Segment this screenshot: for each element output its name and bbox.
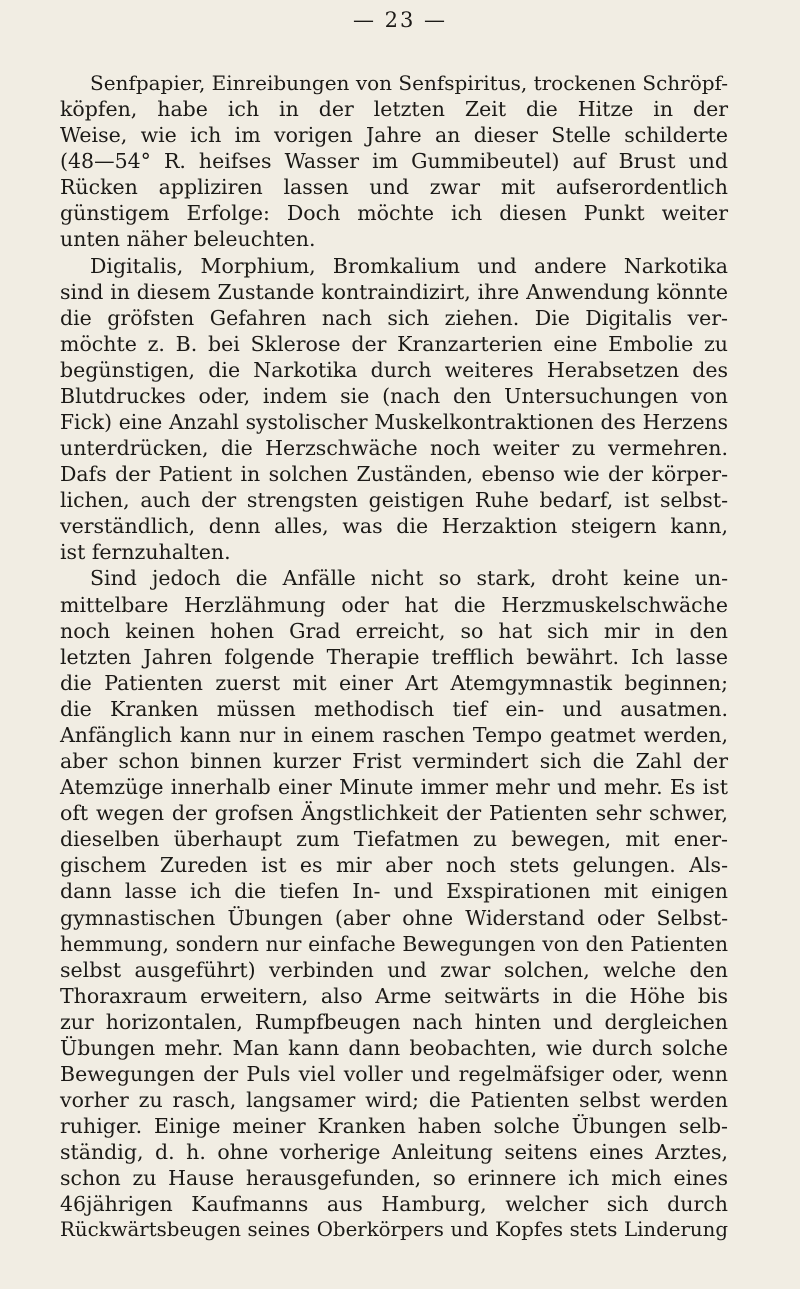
paragraph: [60, 253, 728, 566]
text-line: günstigem Erfolge: Doch möchte ich diesen Punkt weiter: [60, 201, 728, 226]
text-line: vorher zu rasch, langsamer wird; die Patienten selbst werden: [60, 1088, 728, 1113]
text-line: begünstigen, die Narkotika durch weiteres Herabsetzen des: [60, 357, 728, 382]
paragraph: [60, 565, 728, 1243]
text-line: zur horizontalen, Rumpfbeugen nach hinten und dergleichen: [60, 1009, 728, 1034]
text-line: die Kranken müssen methodisch tief ein- und ausatmen.: [60, 696, 728, 721]
text-line: Rücken appliziren lassen und zwar mit aufserordentlich: [60, 175, 728, 200]
paragraph: [60, 70, 728, 253]
text-line: dieselben überhaupt zum Tiefatmen zu bewegen, mit ener-: [60, 827, 728, 852]
text-line: ist fernzuhalten.: [60, 540, 231, 565]
text-line: Fick) eine Anzahl systolischer Muskelkontraktionen des Herzens: [60, 410, 728, 435]
text-line: unten näher beleuchten.: [60, 227, 316, 252]
page-number: — 23 —: [352, 8, 448, 32]
text-line: hemmung, sondern nur einfache Bewegungen von den Patienten: [60, 931, 728, 956]
text-line: gymnastischen Übungen (aber ohne Widerstand oder Selbst-: [60, 905, 728, 930]
text-line: Digitalis, Morphium, Bromkalium und andere Narkotika: [90, 253, 728, 278]
text-line: oft wegen der grofsen Ängstlichkeit der Patienten sehr schwer,: [60, 801, 728, 826]
text-line: lichen, auch der strengsten geistigen Ruhe bedarf, ist selbst-: [60, 488, 728, 513]
text-line: Rückwärtsbeugen seines Oberkörpers und Kopfes stets Linderung: [60, 1218, 728, 1242]
text-line: aber schon binnen kurzer Frist vermindert sich die Zahl der: [60, 749, 728, 774]
text-line: Atemzüge innerhalb einer Minute immer mehr und mehr. Es ist: [60, 775, 728, 800]
text-line: Bewegungen der Puls viel voller und regelmäfsiger oder, wenn: [60, 1061, 728, 1086]
text-line: (48—54° R. heifses Wasser im Gummibeutel) auf Brust und: [60, 149, 728, 174]
text-line: Blutdruckes oder, indem sie (nach den Untersuchungen von: [60, 383, 728, 408]
text-line: ständig, d. h. ohne vorherige Anleitung seitens eines Arztes,: [60, 1140, 728, 1165]
text-line: Senfpapier, Einreibungen von Senfspiritus, trockenen Schröpf-: [90, 71, 728, 95]
text-line: Thoraxraum erweitern, also Arme seitwärts in die Höhe bis: [60, 983, 728, 1008]
body-text: [60, 70, 728, 1244]
text-line: selbst ausgeführt) verbinden und zwar solchen, welche den: [60, 957, 728, 982]
text-line: möchte z. B. bei Sklerose der Kranzarterien eine Embolie zu: [60, 331, 728, 356]
text-line: köpfen, habe ich in der letzten Zeit die Hitze in der: [60, 97, 728, 122]
text-line: gischem Zureden ist es mir aber noch stets gelungen. Als-: [60, 853, 728, 878]
text-line: noch keinen hohen Grad erreicht, so hat sich mir in den: [60, 618, 728, 643]
text-line: 46jährigen Kaufmanns aus Hamburg, welcher sich durch: [60, 1192, 728, 1217]
text-line: letzten Jahren folgende Therapie trefflich bewährt. Ich lasse: [60, 644, 728, 669]
text-line: Anfänglich kann nur in einem raschen Tempo geatmet werden,: [60, 722, 728, 747]
text-line: Dafs der Patient in solchen Zuständen, ebenso wie der körper-: [60, 462, 728, 487]
text-line: unterdrücken, die Herzschwäche noch weiter zu vermehren.: [60, 436, 728, 461]
text-line: die Patienten zuerst mit einer Art Atemgymnastik beginnen;: [60, 670, 728, 695]
text-line: die gröfsten Gefahren nach sich ziehen. Die Digitalis ver-: [60, 305, 728, 330]
text-line: dann lasse ich die tiefen In- und Exspirationen mit einigen: [60, 879, 728, 904]
text-line: schon zu Hause herausgefunden, so erinnere ich mich eines: [60, 1166, 728, 1191]
text-line: ruhiger. Einige meiner Kranken haben solche Übungen selb-: [60, 1114, 728, 1139]
text-line: Sind jedoch die Anfälle nicht so stark, droht keine un-: [90, 566, 728, 591]
text-line: Übungen mehr. Man kann dann beobachten, wie durch solche: [60, 1035, 728, 1060]
text-line: verständlich, denn alles, was die Herzaktion steigern kann,: [60, 514, 728, 539]
text-line: mittelbare Herzlähmung oder hat die Herzmuskelschwäche: [60, 592, 728, 617]
text-line: sind in diesem Zustande kontraindizirt, ihre Anwendung könnte: [60, 279, 728, 304]
text-line: Weise, wie ich im vorigen Jahre an dieser Stelle schilderte: [60, 123, 728, 148]
